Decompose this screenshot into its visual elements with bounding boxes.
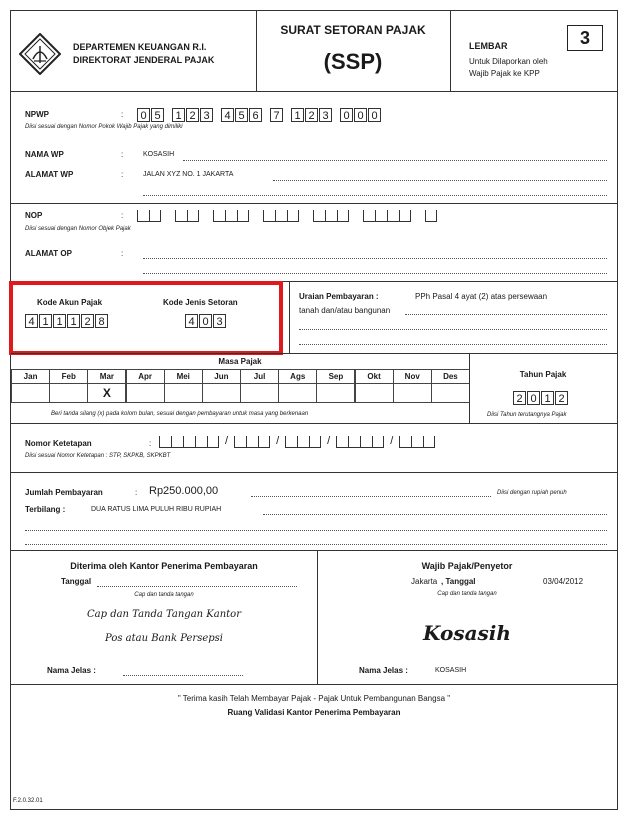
nop-digit-slot: [399, 210, 411, 222]
tahun-digit: 1: [541, 391, 554, 405]
ketetapan-digit-slot: [195, 436, 207, 448]
kode-akun-digit: 2: [81, 314, 94, 328]
npwp-group: [291, 106, 333, 124]
nop-digit-slot: [263, 210, 275, 222]
ketetapan-digit-slot: [423, 436, 435, 448]
month-checkbox[interactable]: [11, 383, 50, 403]
tahun-digit: 2: [513, 391, 526, 405]
month-header: Nov: [393, 369, 432, 384]
payer-stamp-hint: Cap dan tanda tangan: [437, 591, 497, 597]
npwp-group: [270, 106, 284, 124]
tahun-pajak-label: Tahun Pajak: [519, 370, 567, 379]
dept-name-line2: DIREKTORAT JENDERAL PAJAK: [73, 55, 215, 65]
uraian-line2[interactable]: tanah dan/atau bangunan: [299, 306, 391, 315]
ketetapan-separator: /: [225, 435, 229, 447]
masa-pajak-hint: Beri tanda silang (x) pada kolom bulan, sesuai dengan pembayaran untuk masa yang berkenaan: [51, 411, 309, 417]
receiver-stamp-line2: Pos atau Bank Persepsi: [105, 633, 223, 644]
npwp-digit: 2: [186, 108, 199, 122]
nop-digit-slot: [363, 210, 375, 222]
nop-group: [425, 209, 437, 227]
npwp-value[interactable]: [137, 106, 382, 124]
nop-digit-slot: [187, 210, 199, 222]
npwp-group: [340, 106, 382, 124]
masa-pajak-grid: [11, 369, 469, 409]
ketetapan-group: [285, 435, 321, 453]
ketetapan-digit-slot: [399, 436, 411, 448]
form-code: (SSP): [323, 49, 383, 74]
nop-digit-slot: [149, 210, 161, 222]
nop-digit-slot: [137, 210, 149, 222]
nop-digit-slot: [387, 210, 399, 222]
payer-nama-value[interactable]: KOSASIH: [435, 667, 467, 674]
tahun-digit: 0: [527, 391, 540, 405]
payer-nama-label: Nama Jelas :: [359, 666, 408, 675]
alamat-op-label: ALAMAT OP: [25, 249, 72, 258]
receiver-tanggal-label: Tanggal: [61, 577, 92, 586]
alamat-wp-value[interactable]: JALAN XYZ NO. 1 JAKARTA: [143, 171, 234, 178]
month-header: Mei: [164, 369, 203, 384]
tahun-pajak-value[interactable]: [513, 391, 569, 405]
month-checkbox[interactable]: [393, 383, 432, 403]
month-checkbox[interactable]: X: [87, 383, 126, 403]
jumlah-label: Jumlah Pembayaran: [25, 488, 103, 497]
nop-digit-slot: [175, 210, 187, 222]
npwp-group: [172, 106, 214, 124]
ketetapan-digit-slot: [372, 436, 384, 448]
receiver-title: Diterima oleh Kantor Penerima Pembayaran: [70, 561, 258, 571]
nop-group: [263, 209, 299, 227]
alamat-wp-label: ALAMAT WP: [25, 170, 74, 179]
dept-name-line1: DEPARTEMEN KEUANGAN R.I.: [73, 42, 207, 52]
month-checkbox[interactable]: [126, 383, 165, 403]
payer-date[interactable]: 03/04/2012: [543, 577, 584, 586]
nop-digit-slot: [425, 210, 437, 222]
ketetapan-digit-slot: [159, 436, 171, 448]
uraian-line1[interactable]: PPh Pasal 4 ayat (2) atas persewaan: [415, 292, 548, 301]
npwp-digit: 5: [151, 108, 164, 122]
ketetapan-digit-slot: [309, 436, 321, 448]
receiver-nama-label: Nama Jelas :: [47, 666, 96, 675]
npwp-digit: 0: [354, 108, 367, 122]
npwp-digit: 0: [368, 108, 381, 122]
ketetapan-digit-slot: [234, 436, 246, 448]
lembar-number: 3: [567, 25, 603, 51]
ketetapan-digit-slot: [297, 436, 309, 448]
nop-digit-slot: [275, 210, 287, 222]
jumlah-hint: Diisi dengan rupiah penuh: [497, 490, 567, 496]
npwp-hint: Diisi sesuai dengan Nomor Pokok Wajib Pajak yang dimiliki: [25, 124, 183, 130]
kode-akun-digit: 4: [25, 314, 38, 328]
npwp-group: [221, 106, 263, 124]
nop-colon: :: [121, 211, 124, 220]
month-checkbox[interactable]: [278, 383, 317, 403]
ssp-form: [10, 10, 618, 810]
npwp-digit: 6: [249, 108, 262, 122]
month-header: Ags: [278, 369, 317, 384]
nop-digit-slot: [325, 210, 337, 222]
nomor-ketetapan-hint: Diisi sesuai Nomor Ketetapan : STP, SKPKB, SKPKBT: [25, 453, 171, 459]
kode-akun-digit: 8: [95, 314, 108, 328]
jumlah-colon: :: [135, 488, 138, 497]
nop-value[interactable]: [137, 209, 437, 227]
terbilang-label: Terbilang :: [25, 505, 66, 514]
nop-group: [137, 209, 161, 227]
npwp-digit: 2: [305, 108, 318, 122]
lembar-note-line1: Untuk Dilaporkan oleh: [469, 57, 548, 66]
tahun-digit: 2: [555, 391, 568, 405]
npwp-digit: 0: [137, 108, 150, 122]
npwp-label: NPWP: [25, 110, 49, 119]
kode-jenis-digit: 3: [213, 314, 226, 328]
receiver-stamp-hint: Cap dan tanda tangan: [134, 592, 194, 598]
month-header: Jul: [240, 369, 279, 384]
month-header: Jun: [202, 369, 241, 384]
npwp-digit: 5: [235, 108, 248, 122]
nop-group: [175, 209, 199, 227]
month-checkbox[interactable]: [240, 383, 279, 403]
ketetapan-digit-slot: [207, 436, 219, 448]
nop-digit-slot: [313, 210, 325, 222]
npwp-colon: :: [121, 110, 124, 119]
month-checkbox[interactable]: [49, 383, 88, 403]
ketetapan-separator: /: [276, 435, 280, 447]
ketetapan-separator: /: [327, 435, 331, 447]
nop-digit-slot: [225, 210, 237, 222]
npwp-digit: 1: [172, 108, 185, 122]
alamat-wp-colon: :: [121, 170, 124, 179]
kode-akun-digit: 1: [53, 314, 66, 328]
month-header: Apr: [126, 369, 165, 384]
validasi-label: Ruang Validasi Kantor Penerima Pembayaran: [227, 708, 401, 717]
ketetapan-digit-slot: [246, 436, 258, 448]
month-header: Des: [431, 369, 470, 384]
form-code-number: F.2.0.32.01: [13, 798, 43, 804]
ketetapan-digit-slot: [336, 436, 348, 448]
nomor-ketetapan-value[interactable]: [159, 435, 435, 453]
npwp-digit: 4: [221, 108, 234, 122]
ketetapan-digit-slot: [360, 436, 372, 448]
month-checkbox[interactable]: [316, 383, 355, 403]
nop-label: NOP: [25, 211, 43, 220]
ketetapan-digit-slot: [348, 436, 360, 448]
kode-akun-digit: 1: [67, 314, 80, 328]
ketetapan-group: [159, 435, 219, 453]
month-checkbox[interactable]: [202, 383, 241, 403]
kode-jenis-digit: 4: [185, 314, 198, 328]
nop-group: [213, 209, 249, 227]
npwp-digit: 3: [319, 108, 332, 122]
ketetapan-separator: /: [390, 435, 394, 447]
month-header: Okt: [355, 369, 394, 384]
nop-group: [363, 209, 411, 227]
form-title: SURAT SETORAN PAJAK: [280, 23, 426, 37]
npwp-digit: 1: [291, 108, 304, 122]
nama-wp-colon: :: [121, 150, 124, 159]
nomor-ketetapan-label: Nomor Ketetapan: [25, 439, 92, 448]
nama-wp-label: NAMA WP: [25, 150, 64, 159]
ketetapan-digit-slot: [285, 436, 297, 448]
nama-wp-value[interactable]: KOSASIH: [143, 151, 175, 158]
nop-digit-slot: [375, 210, 387, 222]
lembar-label: LEMBAR: [469, 41, 508, 51]
ketetapan-digit-slot: [258, 436, 270, 448]
npwp-digit: 3: [200, 108, 213, 122]
month-header: Feb: [49, 369, 88, 384]
nop-digit-slot: [213, 210, 225, 222]
month-header: Sep: [316, 369, 355, 384]
kode-akun-digit: 1: [39, 314, 52, 328]
ketetapan-group: [399, 435, 435, 453]
alamat-op-colon: :: [121, 249, 124, 258]
nop-digit-slot: [287, 210, 299, 222]
payer-title: Wajib Pajak/Penyetor: [421, 561, 513, 571]
receiver-stamp-line1: Cap dan Tanda Tangan Kantor: [87, 609, 241, 620]
masa-pajak-title: Masa Pajak: [218, 357, 262, 366]
kode-jenis-digit: 0: [199, 314, 212, 328]
month-header: Mar: [87, 369, 126, 384]
ketetapan-digit-slot: [411, 436, 423, 448]
uraian-label: Uraian Pembayaran :: [299, 292, 379, 301]
nop-hint: Diisi sesuai dengan Nomor Objek Pajak: [25, 226, 131, 232]
ketetapan-group: [234, 435, 270, 453]
nomor-ketetapan-colon: :: [149, 439, 152, 448]
month-checkbox[interactable]: [355, 383, 394, 403]
tahun-pajak-hint: Diisi Tahun terutangnya Pajak: [487, 412, 567, 418]
month-checkbox[interactable]: [164, 383, 203, 403]
payer-tanggal-label: , Tanggal: [441, 577, 476, 586]
dept-logo: [19, 33, 61, 75]
nop-digit-slot: [337, 210, 349, 222]
npwp-digit: 7: [270, 108, 283, 122]
nop-digit-slot: [237, 210, 249, 222]
npwp-digit: 0: [340, 108, 353, 122]
nop-group: [313, 209, 349, 227]
payer-city: Jakarta: [411, 577, 438, 586]
lembar-note-line2: Wajib Pajak ke KPP: [469, 69, 540, 78]
month-checkbox[interactable]: [431, 383, 470, 403]
kode-jenis-label: Kode Jenis Setoran: [163, 298, 238, 307]
ketetapan-group: [336, 435, 384, 453]
thanks-text: " Terima kasih Telah Membayar Pajak - Pajak Untuk Pembangunan Bangsa ": [177, 694, 451, 703]
npwp-group: [137, 106, 165, 124]
terbilang-value[interactable]: DUA RATUS LIMA PULUH RIBU RUPIAH: [91, 506, 222, 513]
jumlah-value[interactable]: Rp250.000,00: [149, 485, 219, 497]
ketetapan-digit-slot: [183, 436, 195, 448]
month-header: Jan: [11, 369, 50, 384]
ketetapan-digit-slot: [171, 436, 183, 448]
payer-signature: Kosasih: [423, 621, 511, 645]
kode-akun-label: Kode Akun Pajak: [37, 298, 103, 307]
kode-highlight-box: [9, 281, 283, 355]
